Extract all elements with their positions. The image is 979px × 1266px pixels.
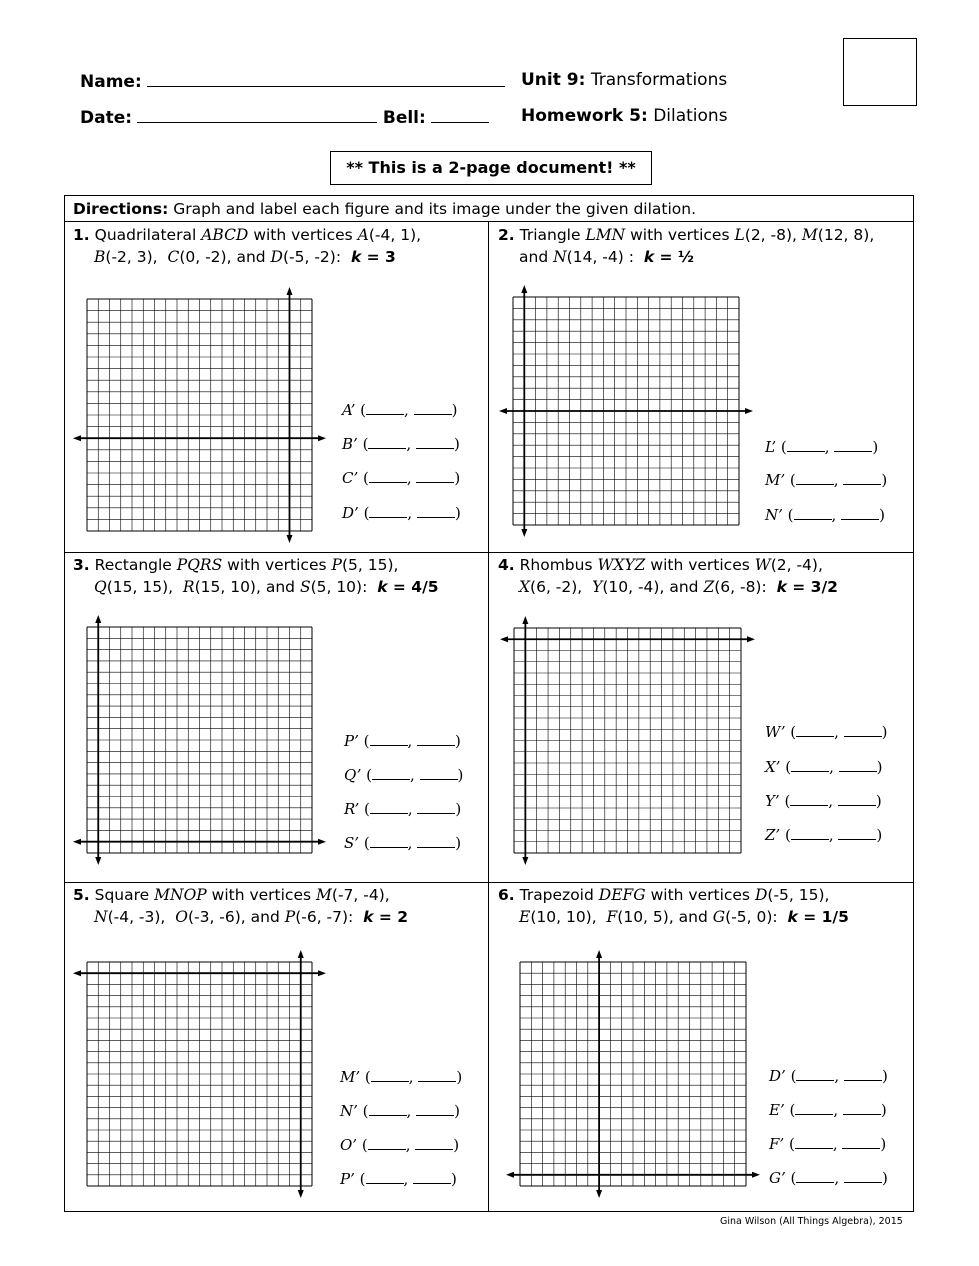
image-point-label: Q’ [344,766,362,784]
homework-title: Dilations [653,106,728,126]
x-coordinate-blank[interactable] [370,801,408,814]
image-point-label: Z’ [765,826,781,844]
y-coordinate-blank[interactable] [417,801,455,814]
y-coordinate-blank[interactable] [839,759,877,772]
image-point-label: X’ [765,758,781,776]
y-coordinate-blank[interactable] [414,402,452,415]
y-axis-arrow-up [287,287,293,295]
image-point-label: O’ [340,1136,358,1154]
x-coordinate-blank[interactable] [368,436,406,449]
answer-row[interactable]: N’ ( , ) [340,1102,460,1120]
homework-label: Homework 5: [521,106,648,126]
image-point-label: D’ [342,504,359,522]
coordinate-grid-5[interactable] [73,950,326,1198]
y-coordinate-blank[interactable] [842,1136,880,1149]
y-coordinate-blank[interactable] [844,724,882,737]
y-coordinate-blank[interactable] [838,793,876,806]
y-coordinate-blank[interactable] [844,1068,882,1081]
x-axis-arrow-right [747,636,755,642]
image-point-label: A’ [342,401,356,419]
y-coordinate-blank[interactable] [834,439,872,452]
image-point-label: P’ [344,732,359,750]
y-coordinate-blank[interactable] [417,835,455,848]
x-axis-arrow-right [318,435,326,441]
x-axis-arrow-left [73,839,81,845]
image-point-label: W’ [765,723,786,741]
answer-row[interactable]: P’ ( , ) [340,1170,457,1188]
answer-row[interactable]: X’ ( , ) [765,758,883,776]
unit-label: Unit 9: [521,70,586,90]
answer-row[interactable]: Z’ ( , ) [765,826,883,844]
answer-row[interactable]: Y’ ( , ) [765,792,882,810]
image-point-label: E’ [769,1101,785,1119]
y-axis-arrow-down [95,857,101,865]
x-coordinate-blank[interactable] [369,505,407,518]
problem-2-text: 2. Triangle LMN with vertices L(2, -8), M(12, 8), and N(14, -4) : k = ½ [498,226,875,266]
answer-row[interactable]: E’ ( , ) [769,1101,887,1119]
x-axis-arrow-right [318,839,326,845]
x-coordinate-blank[interactable] [366,1171,404,1184]
image-point-label: G’ [769,1169,786,1187]
x-coordinate-blank[interactable] [791,827,829,840]
y-coordinate-blank[interactable] [843,1102,881,1115]
image-point-label: N’ [340,1102,358,1120]
answer-row[interactable]: M’ ( , ) [340,1068,463,1086]
x-axis-arrow-right [318,970,326,976]
answer-row[interactable]: D’ ( , ) [342,504,461,522]
answer-row[interactable]: P’ ( , ) [344,732,461,750]
x-coordinate-blank[interactable] [795,1136,833,1149]
y-axis-arrow-up [596,950,602,958]
answer-row[interactable]: F’ ( , ) [769,1135,887,1153]
image-point-label: M’ [340,1068,361,1086]
image-point-label: P’ [340,1170,355,1188]
x-coordinate-blank[interactable] [369,1103,407,1116]
x-coordinate-blank[interactable] [795,1102,833,1115]
x-axis-arrow-left [500,636,508,642]
date-label: Date: [80,108,133,128]
y-axis-arrow-up [298,950,304,958]
x-axis-arrow-left [73,970,81,976]
x-axis-arrow-left [506,1172,514,1178]
x-coordinate-blank[interactable] [791,759,829,772]
y-axis-arrow-down [596,1190,602,1198]
y-axis-arrow-down [298,1190,304,1198]
answer-row[interactable]: D’ ( , ) [769,1067,888,1085]
x-axis-arrow-right [745,408,753,414]
image-point-label: L’ [765,438,777,456]
coordinate-grid-4[interactable] [500,616,755,865]
problem-4-text: 4. Rhombus WXYZ with vertices W(2, -4), X(6, -2), Y(10, -4), and Z(6, -8): k = 3/2 [498,556,838,596]
answer-row[interactable]: W’ ( , ) [765,723,888,741]
image-point-label: F’ [769,1135,785,1153]
x-coordinate-blank[interactable] [371,1069,409,1082]
y-coordinate-blank[interactable] [417,733,455,746]
image-point-label: S’ [344,834,360,852]
unit-title: Transformations [590,70,728,90]
image-point-label: Y’ [765,792,780,810]
y-coordinate-blank[interactable] [841,507,879,520]
directions-text: Graph and label each figure and its image under the given dilation. [173,200,697,218]
x-coordinate-blank[interactable] [796,1068,834,1081]
name-label: Name: [80,72,142,92]
page-notice: ** This is a 2-page document! ** [330,151,652,185]
x-coordinate-blank[interactable] [366,402,404,415]
y-coordinate-blank[interactable] [418,1069,456,1082]
y-axis-arrow-down [287,535,293,543]
answer-row[interactable]: C’ ( , ) [342,469,461,487]
answer-row[interactable]: Q’ ( , ) [344,766,464,784]
image-point-label: R’ [344,800,360,818]
y-coordinate-blank[interactable] [416,1103,454,1116]
image-point-label: B’ [342,435,358,453]
x-coordinate-blank[interactable] [370,733,408,746]
y-coordinate-blank[interactable] [838,827,876,840]
coordinate-grid-3[interactable] [73,615,326,865]
answer-row[interactable]: O’ ( , ) [340,1136,460,1154]
x-coordinate-blank[interactable] [370,835,408,848]
coordinate-grid-2[interactable] [499,285,753,537]
image-point-label: D’ [769,1067,786,1085]
image-point-label: C’ [342,469,359,487]
x-coordinate-blank[interactable] [790,793,828,806]
y-coordinate-blank[interactable] [417,505,455,518]
x-coordinate-blank[interactable] [796,724,834,737]
problem-6-text: 6. Trapezoid DEFG with vertices D(-5, 15), E(10, 10), F(10, 5), and G(-5, 0): k = 1/5 [498,886,849,926]
answer-row[interactable]: L’ ( , ) [765,438,879,456]
problem-1-text: 1. Quadrilateral ABCD with vertices A(-4, 1), B(-2, 3), C(0, -2), and D(-5, -2): k = 3 [73,226,422,266]
x-coordinate-blank[interactable] [369,470,407,483]
y-coordinate-blank[interactable] [416,470,454,483]
x-axis-arrow-right [752,1172,760,1178]
directions-label: Directions: [73,200,169,218]
x-coordinate-blank[interactable] [787,439,825,452]
x-coordinate-blank[interactable] [372,767,410,780]
y-axis-arrow-down [521,529,527,537]
coordinate-grid-1[interactable] [73,287,326,543]
x-coordinate-blank[interactable] [796,472,834,485]
x-coordinate-blank[interactable] [794,507,832,520]
x-coordinate-blank[interactable] [368,1137,406,1150]
y-coordinate-blank[interactable] [415,1137,453,1150]
image-point-label: M’ [765,471,786,489]
problem-3-text: 3. Rectangle PQRS with vertices P(5, 15), Q(15, 15), R(15, 10), and S(5, 10): k = 4/5 [73,556,439,596]
copyright-footer: Gina Wilson (All Things Algebra), 2015 [720,1216,903,1227]
y-axis-arrow-up [95,615,101,623]
y-coordinate-blank[interactable] [844,1170,882,1183]
answer-row[interactable]: A’ ( , ) [342,401,458,419]
answer-row[interactable]: B’ ( , ) [342,435,460,453]
answer-row[interactable]: M’ ( , ) [765,471,888,489]
x-axis-arrow-left [499,408,507,414]
problem-number: 1. [73,226,90,244]
y-coordinate-blank[interactable] [420,767,458,780]
bell-label: Bell: [382,108,426,128]
coordinate-grid-6[interactable] [506,950,760,1198]
y-axis-arrow-up [521,285,527,293]
x-axis-arrow-left [73,435,81,441]
y-coordinate-blank[interactable] [413,1171,451,1184]
answer-row[interactable]: N’ ( , ) [765,506,885,524]
y-axis-arrow-up [522,616,528,624]
answer-row[interactable]: G’ ( , ) [769,1169,888,1187]
y-axis-arrow-down [522,857,528,865]
answer-row[interactable]: S’ ( , ) [344,834,462,852]
y-coordinate-blank[interactable] [843,472,881,485]
answer-row[interactable]: R’ ( , ) [344,800,462,818]
image-point-label: N’ [765,506,783,524]
y-coordinate-blank[interactable] [416,436,454,449]
x-coordinate-blank[interactable] [796,1170,834,1183]
problem-5-text: 5. Square MNOP with vertices M(-7, -4), N(-4, -3), O(-3, -6), and P(-6, -7): k = 2 [73,886,409,926]
